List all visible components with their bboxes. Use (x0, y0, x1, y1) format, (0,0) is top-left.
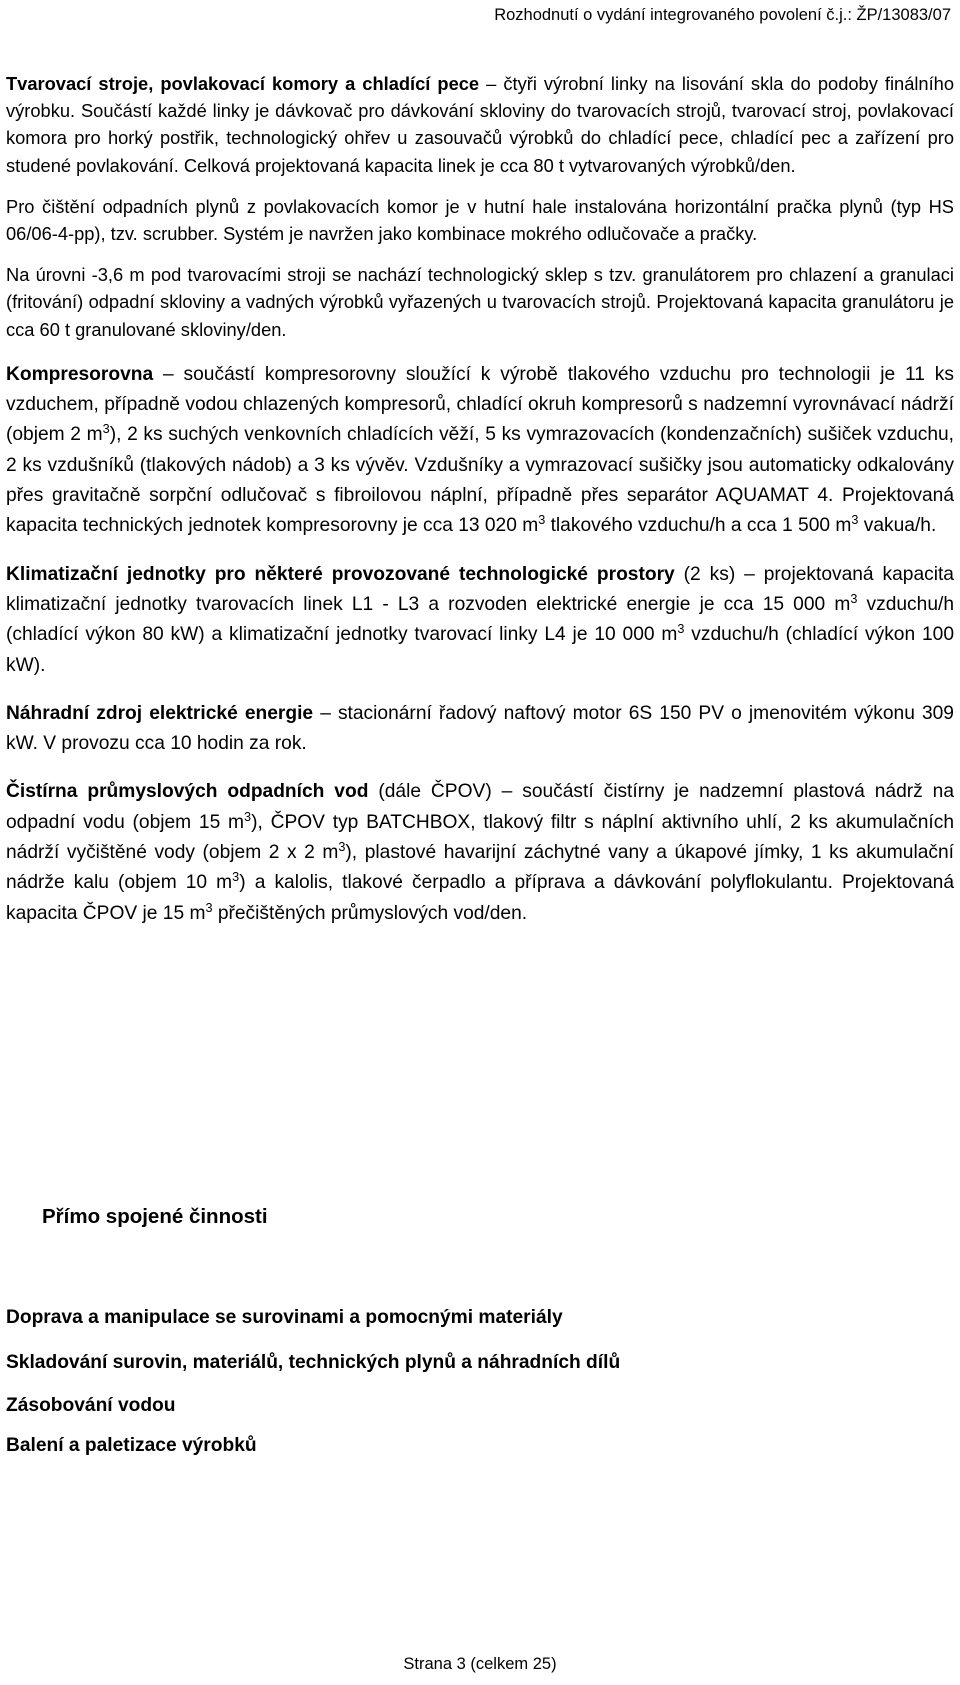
paragraph-scrubber: Pro čištění odpadních plynů z povlakovacích komor je v hutní hale instalována horizontální pračka plynů (typ HS 06/06-4-pp), tzv. scrubber. Systém je navržen jako kombinace mokrého odlučovače a pračky. (6, 195, 954, 245)
activity-item: Balení a paletizace výrobků (6, 1435, 257, 1456)
paragraph-wastewater-plant: Čistírna průmyslových odpadních vod (dále ČPOV) – součástí čistírny je nadzemní plastová nádrž na odpadní vodu (objem 15 $m^3$), ČPOV typ BATCHBOX, tlakový filtr s náplní aktivního uhlí, 2 ks akumulačních nádrží vyčištěné vody (objem 2 x 2 $m^3$), plastové havarijní záchytné vany a úkapové jímky, 1 ks akumulační nádrže kalu (objem 10 $m^3$) a kalolis, tlakové čerpadlo a příprava a dávkování polyflokulantu. Projektovaná kapacita ČPOV je 15 $m^3$ přečištěných průmyslových vod/den. (6, 781, 954, 924)
paragraph-lead: Náhradní zdroj elektrické energie (6, 702, 314, 724)
section-heading: Přímo spojené činnosti (42, 1205, 268, 1228)
document-body (6, 70, 954, 929)
paragraph-lead: Klimatizační jednotky pro některé provozované technologické prostory (6, 563, 675, 585)
paragraph-granulator: Na úrovni -3,6 m pod tvarovacími stroji se nachází technologický sklep s tzv. granulátorem pro chlazení a granulaci (fritování) odpadní skloviny a vadných výrobků vyřazených u tvarovacích strojů. Projektovaná kapacita granulátoru je cca 60 t granulované skloviny/den. (6, 264, 954, 340)
paragraph-backup-power: Náhradní zdroj elektrické energie – stacionární řadový naftový motor 6S 150 PV o jmenovitém výkonu 309 kW. V provozu cca 10 hodin za rok. (6, 702, 954, 755)
paragraph-lead: Tvarovací stroje, povlakovací komory a chladící pece (6, 73, 480, 94)
paragraph-forming-machines: Tvarovací stroje, povlakovací komory a chladící pece – čtyři výrobní linky na lisování skla do podoby finálního výrobku. Součástí každé linky je dávkovač pro dávkování skloviny do tvarovacích strojů, tvarovací stroj, povlakovací komora pro horký postřik, technologický ohřev u zasouvačů výrobků do chladící pece, chladící pec a zařízení pro studené povlakování. Celková projektovaná kapacita linek je cca 80 t vytvarovaných výrobků/den. (6, 73, 955, 176)
page-header: Rozhodnutí o vydání integrovaného povolení č.j.: ŽP/13083/07 (494, 6, 951, 24)
activity-item: Skladování surovin, materiálů, technických plynů a náhradních dílů (6, 1352, 621, 1373)
activity-item: Zásobování vodou (6, 1395, 176, 1416)
paragraph-air-conditioning: Klimatizační jednotky pro některé provozované technologické prostory (2 ks) – projektovaná kapacita klimatizační jednotky tvarovacích linek L1 - L3 a rozvoden elektrické energie je cca 15 000 $m^3$ vzduchu/h (chladící výkon 80 kW) a klimatizační jednotky tvarovací linky L4 je 10 000 $m^3$ vzduchu/h (chladící výkon 100 kW). (6, 563, 954, 676)
page-footer: Strana 3 (celkem 25) (403, 1655, 557, 1673)
paragraph-lead: Kompresorovna (6, 363, 154, 385)
paragraph-compressor-station: Kompresorovna – součástí kompresorovny sloužící k výrobě tlakového vzduchu pro technologii je 11 ks vzduchem, případně vodou chlazených kompresorů, chladící okruh kompresorů s nadzemní vyrovnávací nádrží (objem 2 $m^3$), 2 ks suchých venkovních chladících věží, 5 ks vymrazovacích (kondenzačních) sušiček vzduchu, 2 ks vzdušníků (tlakových nádob) a 3 ks vývěv. Vzdušníky a vymrazovací sušičky jsou automaticky odkalovány přes gravitačně sorpční odlučovač s fibroilovou náplní, případně přes separátor AQUAMAT 4. Projektovaná kapacita technických jednotek kompresorovny je cca 13 020 $m^3$ tlakového vzduchu/h a cca 1 500 $m^3$ vakua/h. (6, 363, 955, 537)
activity-item: Doprava a manipulace se surovinami a pomocnými materiály (6, 1307, 563, 1328)
paragraph-lead: Čistírna průmyslových odpadních vod (6, 781, 369, 803)
